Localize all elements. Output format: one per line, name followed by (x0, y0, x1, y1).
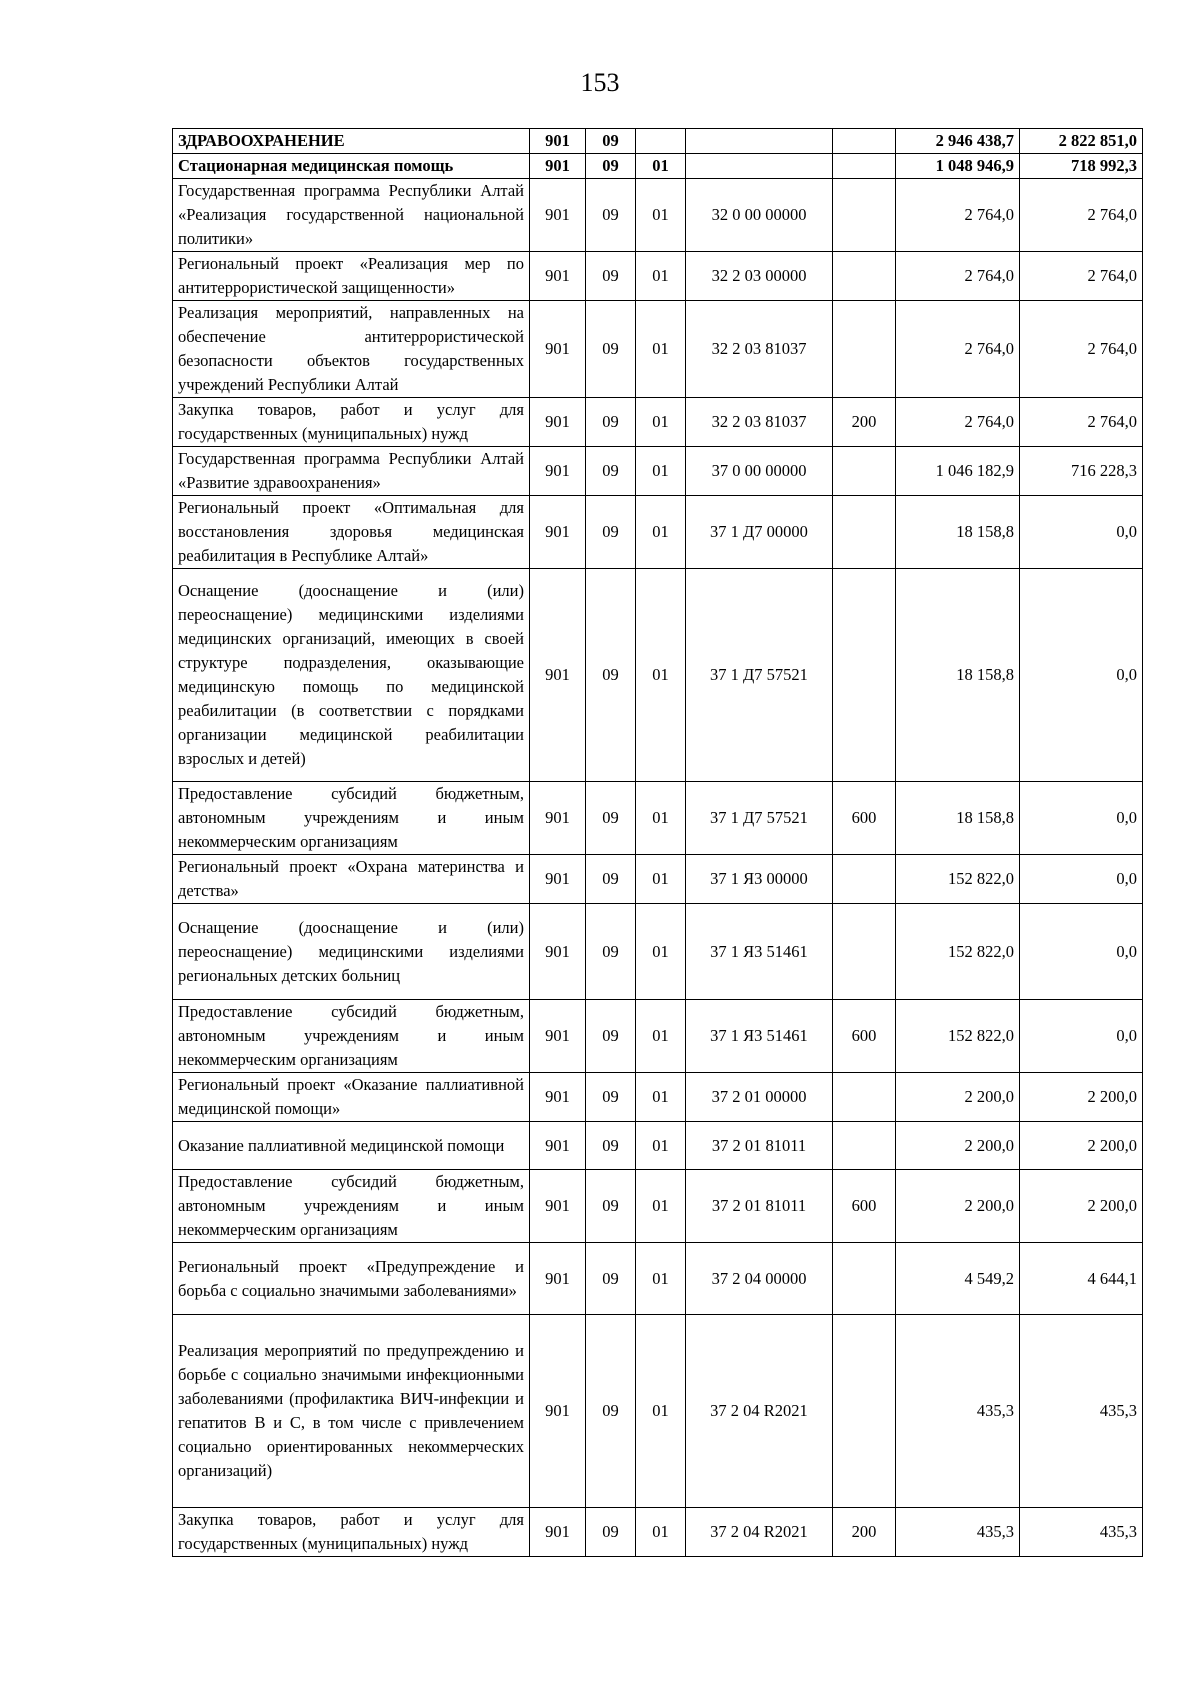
row-expense-type (833, 904, 896, 1000)
row-admin-code: 901 (530, 252, 586, 301)
table-row (173, 569, 1143, 782)
row-target-article: 37 1 Я3 00000 (686, 855, 833, 904)
row-amount-year-2: 716 228,3 (1020, 447, 1143, 496)
row-section-code: 09 (586, 855, 636, 904)
row-admin-code: 901 (530, 301, 586, 398)
row-amount-year-2: 2 764,0 (1020, 301, 1143, 398)
row-target-article: 37 2 01 81011 (686, 1170, 833, 1243)
row-name: Предоставление субсидий бюджетным, автономным учреждениям и иным некоммерческим организациям (173, 782, 530, 855)
table-row (173, 1508, 1143, 1557)
row-amount-year-1: 2 764,0 (896, 179, 1020, 252)
row-subsection-code: 01 (636, 855, 686, 904)
row-amount-year-1: 152 822,0 (896, 855, 1020, 904)
table-row (173, 496, 1143, 569)
row-name: Закупка товаров, работ и услуг для государственных (муниципальных) нужд (173, 398, 530, 447)
table-row (173, 1122, 1143, 1170)
row-target-article: 37 1 Я3 51461 (686, 904, 833, 1000)
row-admin-code: 901 (530, 1508, 586, 1557)
row-admin-code: 901 (530, 1122, 586, 1170)
row-section-code: 09 (586, 301, 636, 398)
row-amount-year-2: 2 764,0 (1020, 252, 1143, 301)
row-target-article: 37 1 Д7 57521 (686, 782, 833, 855)
row-section-code: 09 (586, 129, 636, 154)
row-target-article: 32 2 03 81037 (686, 301, 833, 398)
row-amount-year-1: 435,3 (896, 1315, 1020, 1508)
row-name: Региональный проект «Охрана материнства и детства» (173, 855, 530, 904)
row-name: Реализация мероприятий по предупреждению и борьбе с социально значимыми инфекционными заболеваниями (профилактика ВИЧ-инфекции и гепатитов В и С, в том числе с привлечением социально ориентированных некоммерческих организаций) (173, 1315, 530, 1508)
row-admin-code: 901 (530, 1315, 586, 1508)
row-subsection-code: 01 (636, 1243, 686, 1315)
row-subsection-code: 01 (636, 1315, 686, 1508)
row-admin-code: 901 (530, 398, 586, 447)
row-name: Закупка товаров, работ и услуг для государственных (муниципальных) нужд (173, 1508, 530, 1557)
row-amount-year-2: 2 200,0 (1020, 1073, 1143, 1122)
row-expense-type (833, 129, 896, 154)
row-name: Региональный проект «Предупреждение и борьба с социально значимыми заболеваниями» (173, 1243, 530, 1315)
row-target-article (686, 129, 833, 154)
row-admin-code: 901 (530, 154, 586, 179)
row-subsection-code: 01 (636, 1508, 686, 1557)
row-name: Региональный проект «Реализация мер по антитеррористической защищенности» (173, 252, 530, 301)
row-amount-year-1: 18 158,8 (896, 496, 1020, 569)
row-expense-type (833, 569, 896, 782)
row-target-article: 32 2 03 00000 (686, 252, 833, 301)
row-name: Оснащение (дооснащение и (или) переоснащение) медицинскими изделиями региональных детских больниц (173, 904, 530, 1000)
row-section-code: 09 (586, 1315, 636, 1508)
row-amount-year-2: 2 764,0 (1020, 179, 1143, 252)
row-target-article: 32 2 03 81037 (686, 398, 833, 447)
table-row (173, 154, 1143, 179)
table-row (173, 1000, 1143, 1073)
row-amount-year-1: 152 822,0 (896, 904, 1020, 1000)
table-row (173, 179, 1143, 252)
row-section-code: 09 (586, 569, 636, 782)
row-admin-code: 901 (530, 904, 586, 1000)
row-expense-type: 600 (833, 782, 896, 855)
row-admin-code: 901 (530, 447, 586, 496)
row-target-article: 37 2 04 00000 (686, 1243, 833, 1315)
table-row (173, 398, 1143, 447)
row-expense-type: 200 (833, 398, 896, 447)
row-subsection-code: 01 (636, 252, 686, 301)
row-amount-year-2: 2 200,0 (1020, 1170, 1143, 1243)
row-expense-type (833, 447, 896, 496)
row-expense-type (833, 1122, 896, 1170)
row-subsection-code: 01 (636, 1170, 686, 1243)
row-section-code: 09 (586, 1073, 636, 1122)
row-target-article: 37 1 Д7 00000 (686, 496, 833, 569)
row-expense-type (833, 301, 896, 398)
row-amount-year-2: 2 200,0 (1020, 1122, 1143, 1170)
row-subsection-code: 01 (636, 1000, 686, 1073)
row-section-code: 09 (586, 496, 636, 569)
row-amount-year-2: 0,0 (1020, 1000, 1143, 1073)
row-name: Оказание паллиативной медицинской помощи (173, 1122, 530, 1170)
row-admin-code: 901 (530, 1243, 586, 1315)
row-subsection-code: 01 (636, 1073, 686, 1122)
row-name: Предоставление субсидий бюджетным, автономным учреждениям и иным некоммерческим организациям (173, 1170, 530, 1243)
table-row (173, 1073, 1143, 1122)
table-body (173, 129, 1143, 1557)
row-amount-year-1: 1 048 946,9 (896, 154, 1020, 179)
table-row (173, 1170, 1143, 1243)
row-amount-year-1: 2 200,0 (896, 1122, 1020, 1170)
row-expense-type (833, 1243, 896, 1315)
row-target-article: 37 2 01 00000 (686, 1073, 833, 1122)
table-row (173, 855, 1143, 904)
row-amount-year-1: 18 158,8 (896, 782, 1020, 855)
row-expense-type (833, 154, 896, 179)
row-amount-year-1: 4 549,2 (896, 1243, 1020, 1315)
row-amount-year-1: 152 822,0 (896, 1000, 1020, 1073)
row-admin-code: 901 (530, 1170, 586, 1243)
row-name: Региональный проект «Оказание паллиативной медицинской помощи» (173, 1073, 530, 1122)
row-admin-code: 901 (530, 782, 586, 855)
row-admin-code: 901 (530, 1000, 586, 1073)
row-amount-year-2: 435,3 (1020, 1508, 1143, 1557)
row-amount-year-1: 2 764,0 (896, 252, 1020, 301)
row-section-code: 09 (586, 252, 636, 301)
row-amount-year-2: 0,0 (1020, 904, 1143, 1000)
row-target-article: 37 1 Д7 57521 (686, 569, 833, 782)
row-subsection-code: 01 (636, 782, 686, 855)
row-section-code: 09 (586, 154, 636, 179)
row-expense-type (833, 1073, 896, 1122)
row-section-code: 09 (586, 1508, 636, 1557)
row-subsection-code: 01 (636, 496, 686, 569)
row-expense-type (833, 1315, 896, 1508)
row-admin-code: 901 (530, 179, 586, 252)
row-section-code: 09 (586, 1243, 636, 1315)
row-amount-year-2: 4 644,1 (1020, 1243, 1143, 1315)
row-section-code: 09 (586, 447, 636, 496)
table-row (173, 252, 1143, 301)
row-expense-type (833, 252, 896, 301)
row-section-code: 09 (586, 179, 636, 252)
row-name: Государственная программа Республики Алтай «Развитие здравоохранения» (173, 447, 530, 496)
row-expense-type (833, 179, 896, 252)
budget-table (172, 128, 1143, 1557)
row-section-code: 09 (586, 1000, 636, 1073)
row-section-code: 09 (586, 782, 636, 855)
row-subsection-code: 01 (636, 179, 686, 252)
row-subsection-code: 01 (636, 447, 686, 496)
row-target-article: 37 1 Я3 51461 (686, 1000, 833, 1073)
row-amount-year-1: 1 046 182,9 (896, 447, 1020, 496)
row-target-article: 37 2 04 R2021 (686, 1315, 833, 1508)
row-target-article: 37 0 00 00000 (686, 447, 833, 496)
row-amount-year-1: 435,3 (896, 1508, 1020, 1557)
row-subsection-code: 01 (636, 904, 686, 1000)
table-row (173, 301, 1143, 398)
row-subsection-code: 01 (636, 398, 686, 447)
row-subsection-code (636, 129, 686, 154)
table-row (173, 1243, 1143, 1315)
table-row (173, 904, 1143, 1000)
row-amount-year-1: 18 158,8 (896, 569, 1020, 782)
row-name: Оснащение (дооснащение и (или) переоснащение) медицинскими изделиями медицинских организаций, имеющих в своей структуре подразделения, оказывающие медицинскую помощь по медицинской реабилитации (в соответствии с порядками организации медицинской реабилитации взрослых и детей) (173, 569, 530, 782)
row-admin-code: 901 (530, 569, 586, 782)
row-amount-year-2: 0,0 (1020, 569, 1143, 782)
table-row (173, 129, 1143, 154)
table-row (173, 1315, 1143, 1508)
row-subsection-code: 01 (636, 301, 686, 398)
row-target-article (686, 154, 833, 179)
row-admin-code: 901 (530, 129, 586, 154)
row-name: ЗДРАВООХРАНЕНИЕ (173, 129, 530, 154)
row-expense-type: 600 (833, 1170, 896, 1243)
row-expense-type: 600 (833, 1000, 896, 1073)
row-amount-year-2: 0,0 (1020, 496, 1143, 569)
row-expense-type (833, 855, 896, 904)
row-amount-year-2: 2 764,0 (1020, 398, 1143, 447)
row-section-code: 09 (586, 1170, 636, 1243)
row-admin-code: 901 (530, 855, 586, 904)
row-amount-year-2: 718 992,3 (1020, 154, 1143, 179)
row-target-article: 32 0 00 00000 (686, 179, 833, 252)
row-name: Предоставление субсидий бюджетным, автономным учреждениям и иным некоммерческим организациям (173, 1000, 530, 1073)
row-section-code: 09 (586, 904, 636, 1000)
row-amount-year-1: 2 200,0 (896, 1073, 1020, 1122)
row-subsection-code: 01 (636, 1122, 686, 1170)
row-amount-year-2: 0,0 (1020, 782, 1143, 855)
row-expense-type (833, 496, 896, 569)
row-subsection-code: 01 (636, 154, 686, 179)
row-name: Региональный проект «Оптимальная для восстановления здоровья медицинская реабилитация в Республике Алтай» (173, 496, 530, 569)
row-amount-year-2: 0,0 (1020, 855, 1143, 904)
row-amount-year-1: 2 764,0 (896, 398, 1020, 447)
row-target-article: 37 2 01 81011 (686, 1122, 833, 1170)
row-name: Стационарная медицинская помощь (173, 154, 530, 179)
row-section-code: 09 (586, 398, 636, 447)
row-name: Реализация мероприятий, направленных на обеспечение антитеррористической безопасности объектов государственных учреждений Республики Алтай (173, 301, 530, 398)
row-target-article: 37 2 04 R2021 (686, 1508, 833, 1557)
row-admin-code: 901 (530, 496, 586, 569)
row-amount-year-1: 2 200,0 (896, 1170, 1020, 1243)
row-name: Государственная программа Республики Алтай «Реализация государственной национальной политики» (173, 179, 530, 252)
page-number: 153 (580, 68, 620, 97)
row-admin-code: 901 (530, 1073, 586, 1122)
row-amount-year-2: 2 822 851,0 (1020, 129, 1143, 154)
row-section-code: 09 (586, 1122, 636, 1170)
row-amount-year-1: 2 764,0 (896, 301, 1020, 398)
table-row (173, 447, 1143, 496)
row-amount-year-2: 435,3 (1020, 1315, 1143, 1508)
row-subsection-code: 01 (636, 569, 686, 782)
table-row (173, 782, 1143, 855)
row-expense-type: 200 (833, 1508, 896, 1557)
row-amount-year-1: 2 946 438,7 (896, 129, 1020, 154)
